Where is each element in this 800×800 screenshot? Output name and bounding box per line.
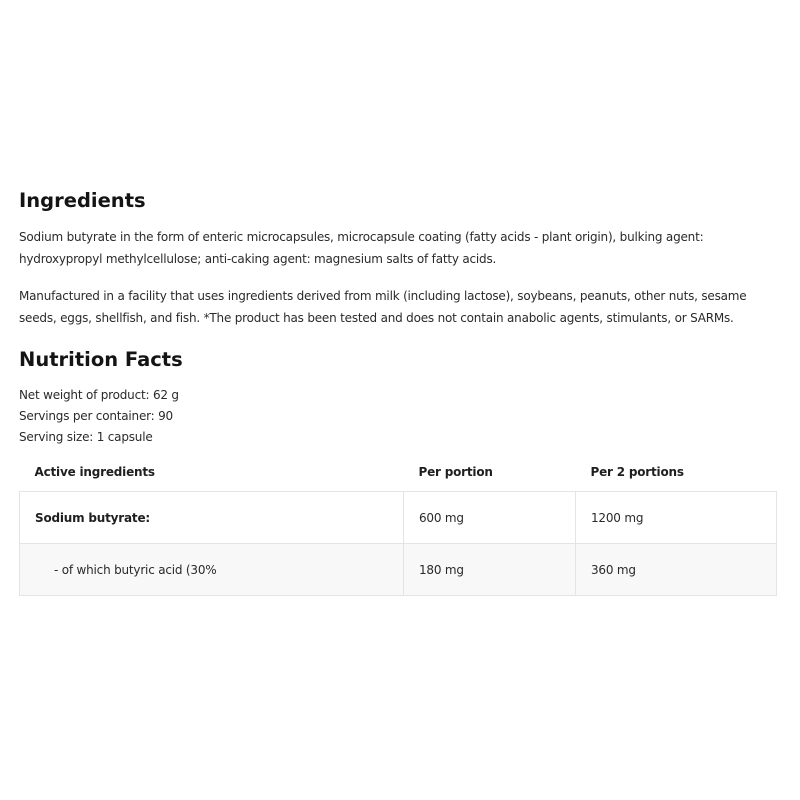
header-per-2-portions: Per 2 portions — [590, 465, 684, 479]
header-per-portion: Per portion — [418, 465, 493, 479]
per-portion-value: 600 mg — [404, 492, 576, 544]
header-active-ingredients: Active ingredients — [34, 465, 155, 479]
ingredients-text: Sodium butyrate in the form of enteric microcapsules, microcapsule coating (fatty acids - plant origin), bulking agent: hydroxypropyl methylcellulose; anti-caking agent: magnesium salts of fatty acids. — [19, 230, 704, 266]
servings-per-container: Servings per container: 90 — [19, 409, 173, 423]
allergen-notice: Manufactured in a facility that uses ingredients derived from milk (including lactose), soybeans, peanuts, other nuts, sesame seeds, eggs, shellfish, and fish. *The product has been tested and does not contain anabolic agents, stimulants, or SARMs. — [19, 289, 747, 325]
net-weight: Net weight of product: 62 g — [19, 388, 179, 402]
nutrition-summary — [19, 385, 776, 448]
serving-size: Serving size: 1 capsule — [19, 430, 153, 444]
table-header-row — [20, 465, 777, 492]
per-2-portions-value: 360 mg — [576, 544, 777, 596]
per-portion-value: 180 mg — [404, 544, 576, 596]
per-2-portions-value: 1200 mg — [576, 492, 777, 544]
ingredient-name: - of which butyric acid (30% — [20, 544, 404, 596]
table-row — [20, 492, 777, 544]
ingredients-heading: Ingredients — [19, 189, 146, 212]
nutrition-facts-heading: Nutrition Facts — [19, 348, 183, 371]
ingredient-name: Sodium butyrate: — [20, 492, 404, 544]
table-row — [20, 544, 777, 596]
product-info — [19, 186, 776, 596]
nutrition-table — [19, 465, 777, 596]
